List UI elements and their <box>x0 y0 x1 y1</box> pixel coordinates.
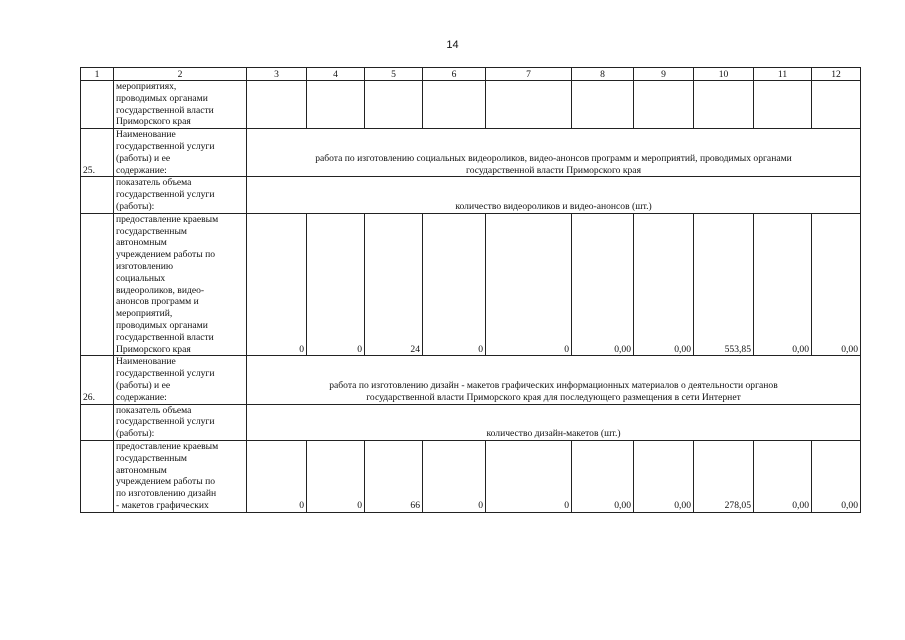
description-line: государственной услуги <box>116 368 215 380</box>
description-line: Наименование <box>116 129 176 141</box>
description-line: государственным <box>116 225 187 237</box>
column-header: 1 <box>81 68 114 81</box>
merged-line: работа по изготовлению социальных видеороликов, видео-анонсов программ и мероприятий, проводимых органами <box>315 152 792 164</box>
description-line: Приморского края <box>116 343 191 355</box>
description-line: автономным <box>116 237 167 249</box>
value-cell: 0,00 <box>754 440 812 512</box>
column-header: 5 <box>365 68 423 81</box>
value-cell: 24 <box>365 213 423 356</box>
column-header: 11 <box>754 68 812 81</box>
description-line: видеороликов, видео- <box>116 284 205 296</box>
column-header: 6 <box>423 68 486 81</box>
value-cell <box>572 81 634 129</box>
value-cell: 0,00 <box>812 440 861 512</box>
value-cell: 0 <box>423 440 486 512</box>
row-description <box>114 177 247 213</box>
row-description <box>114 81 247 129</box>
merged-line: количество видеороликов и видео-анонсов (шт.) <box>455 200 652 212</box>
description-line: содержание: <box>116 391 167 403</box>
value-cell: 0 <box>307 213 365 356</box>
description-line: показатель объема <box>116 177 192 189</box>
column-header: 3 <box>247 68 307 81</box>
description-line: государственным <box>116 452 187 464</box>
description-line: - макетов графических <box>116 499 209 511</box>
value-cell <box>486 81 572 129</box>
value-cell: 553,85 <box>694 213 754 356</box>
table-row <box>81 440 861 512</box>
value-cell <box>365 81 423 129</box>
value-cell: 0 <box>247 440 307 512</box>
row-index <box>81 440 114 512</box>
header-row <box>81 68 861 81</box>
row-index <box>81 213 114 356</box>
row-description <box>114 356 247 404</box>
description-line: мероприятиях, <box>116 81 177 92</box>
value-cell: 278,05 <box>694 440 754 512</box>
value-cell: 0,00 <box>634 440 694 512</box>
value-cell: 66 <box>365 440 423 512</box>
description-line: учреждением работы по <box>116 476 216 488</box>
column-header: 12 <box>812 68 861 81</box>
table-row <box>81 177 861 213</box>
page-number: 14 <box>446 39 459 51</box>
description-line: проводимых органами <box>116 92 208 104</box>
table-row <box>81 81 861 129</box>
value-cell <box>247 81 307 129</box>
column-header: 7 <box>486 68 572 81</box>
description-line: государственной услуги <box>116 140 215 152</box>
merged-content <box>247 177 861 213</box>
value-cell: 0,00 <box>572 213 634 356</box>
row-index: 26. <box>81 356 114 404</box>
value-cell: 0,00 <box>634 213 694 356</box>
description-line: автономным <box>116 464 167 476</box>
description-line: (работы): <box>116 200 155 212</box>
description-line: содержание: <box>116 164 167 176</box>
merged-content <box>247 404 861 440</box>
value-cell: 0 <box>247 213 307 356</box>
description-line: социальных <box>116 272 166 284</box>
row-description <box>114 129 247 177</box>
row-description <box>114 404 247 440</box>
description-line: (работы): <box>116 428 155 440</box>
description-line: государственной услуги <box>116 189 215 201</box>
merged-line: государственной власти Приморского края для последующего размещения в сети Интернет <box>366 391 741 403</box>
description-line: учреждением работы по <box>116 249 216 261</box>
table-row <box>81 356 861 404</box>
description-line: изготовлению <box>116 260 174 272</box>
merged-content <box>247 356 861 404</box>
description-line: государственной власти <box>116 331 214 343</box>
row-index: 25. <box>81 129 114 177</box>
value-cell: 0,00 <box>572 440 634 512</box>
row-index <box>81 81 114 129</box>
row-index <box>81 177 114 213</box>
merged-line: работа по изготовлению дизайн - макетов графических информационных материалов о деятельности органов <box>329 379 778 391</box>
description-line: (работы) и ее <box>116 152 171 164</box>
data-table <box>80 67 861 513</box>
column-header: 8 <box>572 68 634 81</box>
value-cell <box>634 81 694 129</box>
value-cell <box>307 81 365 129</box>
value-cell <box>812 81 861 129</box>
description-line: (работы) и ее <box>116 379 171 391</box>
table-row <box>81 129 861 177</box>
table-row <box>81 404 861 440</box>
value-cell: 0 <box>423 213 486 356</box>
column-header: 2 <box>114 68 247 81</box>
description-line: государственной власти <box>116 104 214 116</box>
value-cell: 0 <box>307 440 365 512</box>
value-cell <box>694 81 754 129</box>
column-header: 9 <box>634 68 694 81</box>
value-cell: 0 <box>486 213 572 356</box>
description-line: проводимых органами <box>116 319 208 331</box>
column-header: 10 <box>694 68 754 81</box>
row-description <box>114 440 247 512</box>
description-line: анонсов программ и <box>116 296 199 308</box>
value-cell <box>754 81 812 129</box>
description-line: показатель объема <box>116 404 192 416</box>
description-line: Приморского края <box>116 116 191 128</box>
merged-line: государственной власти Приморского края <box>466 164 641 176</box>
value-cell <box>423 81 486 129</box>
description-line: предоставление краевым <box>116 213 219 225</box>
description-line: Наименование <box>116 356 176 368</box>
value-cell: 0,00 <box>754 213 812 356</box>
value-cell: 0,00 <box>812 213 861 356</box>
column-header: 4 <box>307 68 365 81</box>
row-index <box>81 404 114 440</box>
description-line: государственной услуги <box>116 416 215 428</box>
merged-content <box>247 129 861 177</box>
merged-line: количество дизайн-макетов (шт.) <box>486 428 621 440</box>
description-line: мероприятий, <box>116 308 173 320</box>
table-row <box>81 213 861 356</box>
description-line: по изготовлению дизайн <box>116 488 217 500</box>
row-description <box>114 213 247 356</box>
value-cell: 0 <box>486 440 572 512</box>
description-line: предоставление краевым <box>116 440 219 452</box>
